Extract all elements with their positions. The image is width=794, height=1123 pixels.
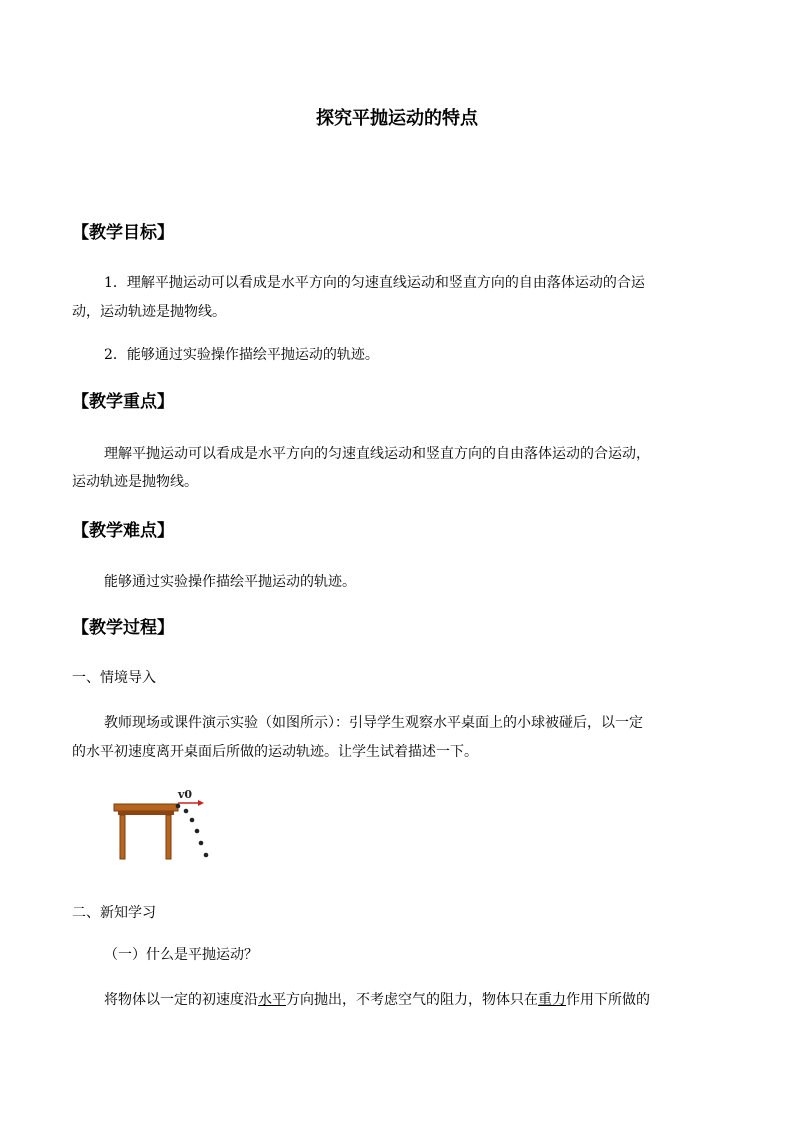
key-points-heading: 【教学重点】 xyxy=(72,392,174,412)
ball xyxy=(199,841,204,846)
process-sub-1-line-1 xyxy=(104,990,650,1010)
table-leg-left xyxy=(120,815,125,859)
sub1-text-mid: 方向抛出，不考虑空气的阻力，物体只在 xyxy=(286,992,538,1008)
table-leg-right xyxy=(166,815,171,859)
sub1-text-pre: 将物体以一定的初速度沿 xyxy=(104,992,258,1008)
objective-item-2: 2．能够通过实验操作描绘平抛运动的轨迹。 xyxy=(104,347,379,363)
projectile-figure-svg xyxy=(108,786,218,866)
objective-item-1-line-1: 1．理解平抛运动可以看成是水平方向的匀速直线运动和竖直方向的自由落体运动的合运 xyxy=(104,275,645,291)
process-part-1-line-2: 的水平初速度离开桌面后所做的运动轨迹。让学生试着描述一下。 xyxy=(72,744,478,760)
ball xyxy=(184,809,189,814)
difficulties-heading: 【教学难点】 xyxy=(72,521,174,541)
process-heading: 【教学过程】 xyxy=(72,618,174,638)
table-top xyxy=(114,804,178,811)
page-title: 探究平抛运动的特点 xyxy=(316,108,478,129)
sub1-underline-gravity: 重力 xyxy=(538,992,566,1008)
key-points-line-1: 理解平抛运动可以看成是水平方向的匀速直线运动和竖直方向的自由落体运动的合运动， xyxy=(104,446,650,462)
ball xyxy=(190,818,195,823)
ball xyxy=(176,804,181,809)
process-part-2-title: 二、新知学习 xyxy=(72,905,156,921)
ball xyxy=(195,829,200,834)
process-part-1-line-1: 教师现场或课件演示实验（如图所示）：引导学生观察水平桌面上的小球被碰后，以一定 xyxy=(104,715,643,731)
table-apron xyxy=(118,811,174,815)
objective-item-1-line-2: 动，运动轨迹是抛物线。 xyxy=(72,304,226,320)
sub1-text-post: 作用下所做的 xyxy=(566,992,650,1008)
difficulties-line-1: 能够通过实验操作描绘平抛运动的轨迹。 xyxy=(104,574,356,590)
process-sub-1-title: （一）什么是平抛运动？ xyxy=(104,947,258,963)
sub1-underline-horizontal: 水平 xyxy=(258,992,286,1008)
objectives-heading: 【教学目标】 xyxy=(72,223,174,243)
process-part-1-title: 一、情境导入 xyxy=(72,670,156,686)
ball xyxy=(204,853,209,858)
velocity-label: v0 xyxy=(178,788,193,801)
key-points-line-2: 运动轨迹是抛物线。 xyxy=(72,474,198,490)
projectile-figure xyxy=(108,786,218,866)
velocity-arrowhead xyxy=(198,800,204,806)
